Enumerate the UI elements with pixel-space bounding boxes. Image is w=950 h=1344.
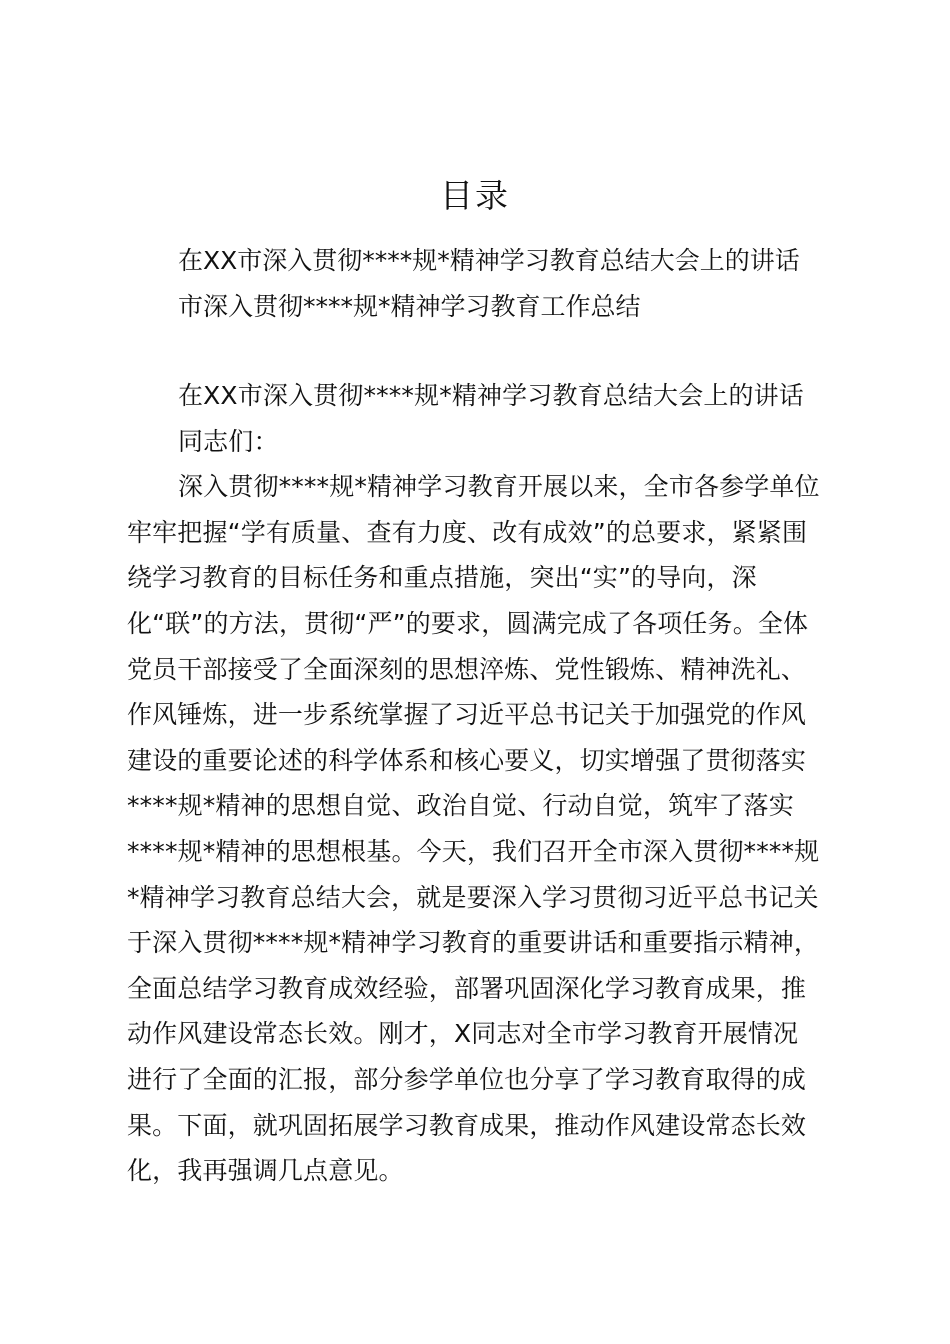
speech-heading: 在XX市深入贯彻****规*精神学习教育总结大会上的讲话 [178,381,804,410]
paragraph-line: 作风锤炼，进一步系统掌握了习近平总书记关于加强党的作风 [127,700,807,730]
paragraph-line: ****规*精神的思想根基。今天，我们召开全市深入贯彻****规 [127,836,820,866]
paragraph-line: 建设的重要论述的科学体系和核心要义，切实增强了贯彻落实 [127,745,807,775]
toc-item[interactable]: 在XX市深入贯彻****规*精神学习教育总结大会上的讲话 [178,246,800,275]
paragraph-line: *精神学习教育总结大会，就是要深入学习贯彻习近平总书记关 [127,882,819,912]
toc-list [178,238,858,330]
paragraph-line: 党员干部接受了全面深刻的思想淬炼、党性锻炼、精神洗礼、 [127,654,807,684]
paragraph-line: 化“联”的方法，贯彻“严”的要求，圆满完成了各项任务。全体 [127,608,809,638]
paragraph-line: 果。下面，就巩固拓展学习教育成果，推动作风建设常态长效 [127,1110,807,1140]
paragraph-line: 于深入贯彻****规*精神学习教育的重要讲话和重要指示精神， [127,928,820,958]
paragraph-line: 全面总结学习教育成效经验，部署巩固深化学习教育成果，推 [127,973,807,1003]
toc-item[interactable]: 市深入贯彻****规*精神学习教育工作总结 [178,292,641,321]
speech-salutation: 同志们： [178,426,279,456]
toc-title: 目录 [440,176,510,215]
speech-body [127,373,832,1194]
paragraph-line: 绕学习教育的目标任务和重点措施，突出“实”的导向，深 [127,563,757,593]
paragraph-line: 化，我再强调几点意见。 [127,1156,404,1186]
paragraph-line: 牢牢把握“学有质量、查有力度、改有成效”的总要求，紧紧围 [127,517,808,547]
paragraph-line: 进行了全面的汇报，部分参学单位也分享了学习教育取得的成 [127,1064,807,1094]
paragraph-line: 深入贯彻****规*精神学习教育开展以来，全市各参学单位 [178,472,820,502]
paragraph-line: 动作风建设常态长效。刚才，X同志对全市学习教育开展情况 [127,1019,799,1049]
paragraph-line: ****规*精神的思想自觉、政治自觉、行动自觉，筑牢了落实 [127,791,794,821]
